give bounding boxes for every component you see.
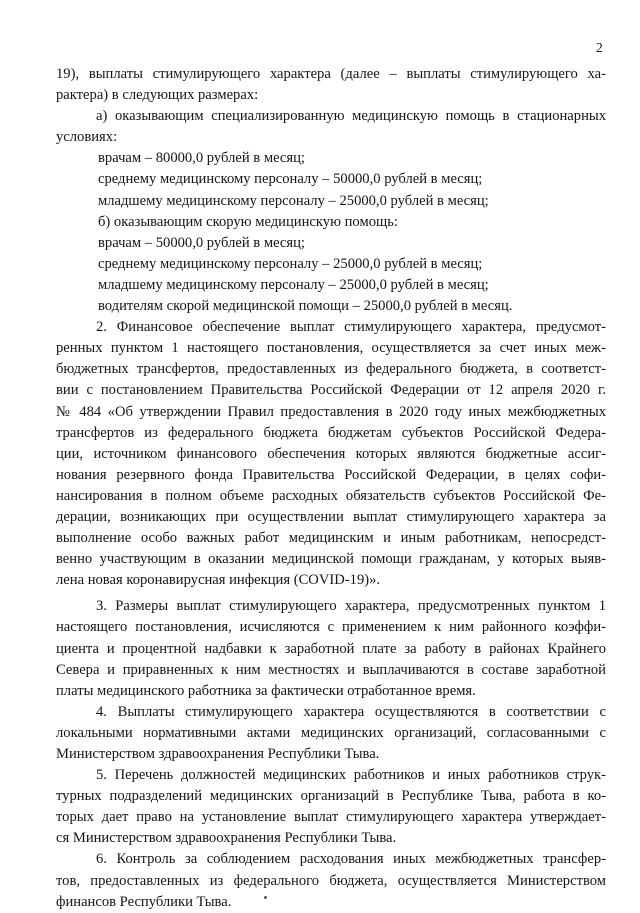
- text-line: локальными нормативными актами медицинских организаций, согласованными с: [56, 724, 606, 741]
- text-line: 2. Финансовое обеспечение выплат стимулирующего характера, предусмот-: [96, 319, 606, 336]
- text-line: условиях:: [56, 129, 118, 146]
- text-line: среднему медицинскому персоналу – 25000,0 рублей в месяц;: [98, 255, 483, 272]
- text-line: младшему медицинскому персоналу – 25000,0 рублей в месяц;: [98, 192, 489, 209]
- scan-dot: [264, 896, 267, 899]
- text-line: платы медицинского работника за фактически отработанное время.: [56, 682, 476, 699]
- text-line: настоящего постановления, исчисляются с применением к ним районного коэффи-: [56, 619, 606, 636]
- text-line: Министерством здравоохранения Республики Тыва.: [56, 746, 380, 762]
- text-line: выполнение особо важных работ медицинским и иным работникам, непосредст-: [56, 530, 606, 547]
- text-line: циента и процентной надбавки к заработной плате за работу в районах Крайнего: [56, 640, 606, 657]
- text-line: нования резервного фонда Правительства Российской Федерации, в целях софи-: [56, 466, 606, 483]
- text-line: 3. Размеры выплат стимулирующего характера, предусмотренных пунктом 1: [96, 598, 606, 615]
- page-number: 2: [596, 40, 603, 55]
- text-line: а) оказывающим специализированную медицинскую помощь в стационарных: [96, 108, 606, 125]
- text-line: рактера) в следующих размерах:: [56, 87, 259, 104]
- document-body: [56, 64, 606, 913]
- text-line: лена новая коронавирусная инфекция (COVID-19)».: [56, 572, 381, 589]
- text-line: 6. Контроль за соблюдением расходования иных межбюджетных трансфер-: [96, 851, 606, 868]
- text-line: ции, источником финансового обеспечения которых являются бюджетные ассиг-: [56, 445, 606, 462]
- text-line: 19), выплаты стимулирующего характера (далее – выплаты стимулирующего ха-: [56, 66, 606, 82]
- text-line: венно участвующим в оказании медицинской помощи гражданам, у которых выяв-: [56, 551, 606, 568]
- text-line: б) оказывающим скорую медицинскую помощь:: [98, 213, 398, 230]
- text-line: ренных пунктом 1 настоящего постановления, осуществляется за счет иных меж-: [56, 340, 606, 357]
- text-line: трансфертов из федерального бюджета бюджетам субъектов Российской Федера-: [56, 424, 606, 441]
- text-line: среднему медицинскому персоналу – 50000,0 рублей в месяц;: [98, 171, 483, 188]
- text-line: младшему медицинскому персоналу – 25000,0 рублей в месяц;: [98, 276, 489, 293]
- text-line: нансирования в полном объеме расходных обязательств субъектов Российской Фе-: [56, 487, 606, 504]
- text-line: финансов Республики Тыва.: [56, 893, 232, 910]
- text-line: 5. Перечень должностей медицинских работников и иных работников струк-: [96, 767, 606, 784]
- text-line: врачам – 50000,0 рублей в месяц;: [98, 234, 305, 251]
- text-line: Севера и приравненных к ним местностях и выплачиваются в составе заработной: [56, 661, 606, 678]
- text-line: ся Министерством здравоохранения Республики Тыва.: [56, 830, 397, 847]
- text-line: бюджетных трансфертов, предоставленных из федерального бюджета, в соответст-: [56, 361, 606, 378]
- text-line: 4. Выплаты стимулирующего характера осуществляются в соответствии с: [96, 703, 606, 720]
- text-line: дерации, возникающих при осуществлении выплат стимулирующего характера за: [56, 508, 606, 525]
- text-line: турных подразделений медицинских организаций в Республике Тыва, работа в ко-: [56, 788, 606, 805]
- text-line: № 484 «Об утверждении Правил предоставления в 2020 году иных межбюджетных: [56, 403, 606, 420]
- text-line: врачам – 80000,0 рублей в месяц;: [98, 150, 305, 167]
- text-line: торых дает право на установление выплат стимулирующего характера утверждает-: [56, 809, 606, 826]
- text-line: тов, предоставленных из федерального бюджета, осуществляется Министерством: [56, 872, 606, 889]
- text-line: водителям скорой медицинской помощи – 25000,0 рублей в месяц.: [98, 298, 513, 315]
- text-line: вии с постановлением Правительства Российской Федерации от 12 апреля 2020 г.: [56, 382, 606, 399]
